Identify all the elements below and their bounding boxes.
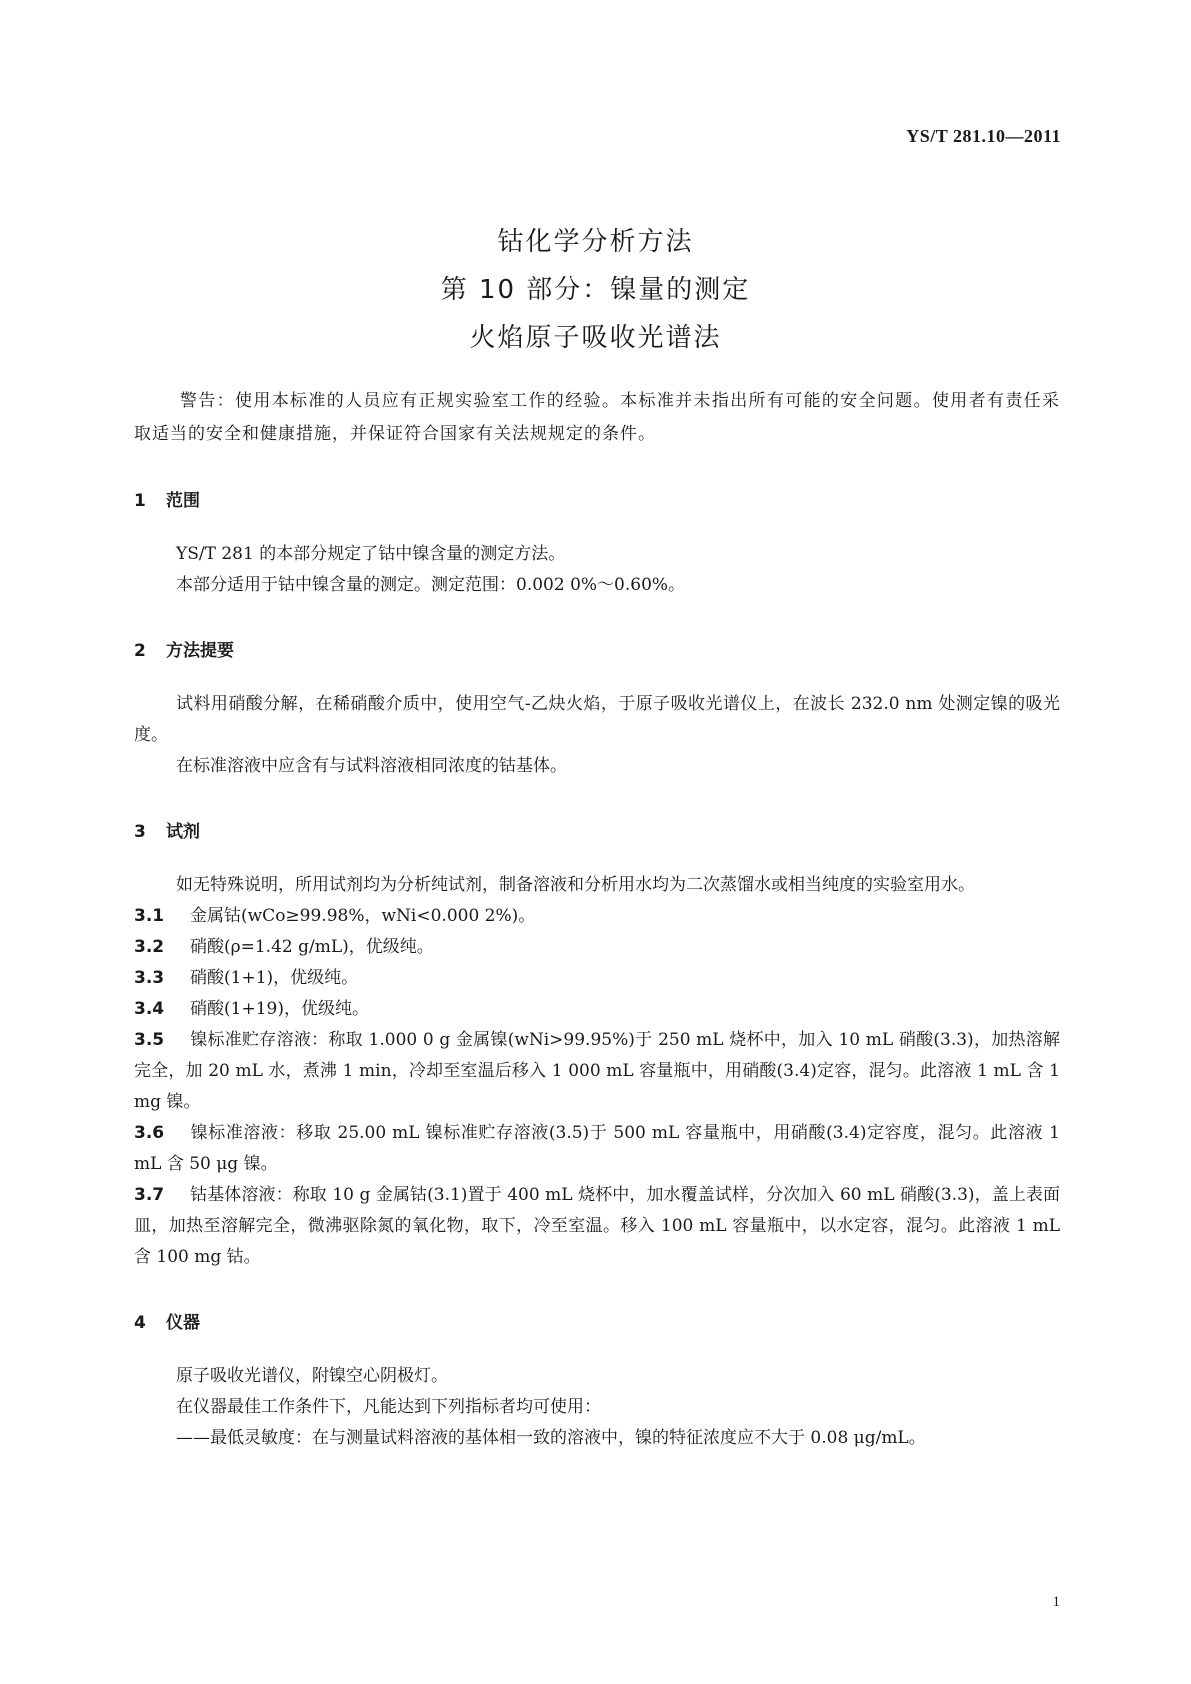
section-title: 方法提要 xyxy=(166,641,234,661)
clause-text: 镍标准贮存溶液：称取 1.000 0 g 金属镍(wNi>99.95%)于 250 mL 烧杯中，加入 10 mL 硝酸(3.3)，加热溶解完全，加 20 mL 水，煮沸 1 min，冷却至室温后移入 1 000 mL 容量瓶中，用硝酸(3.4)定容，混匀。此溶液 1 mL 含 1 mg 镍。 xyxy=(134,1030,1060,1112)
clause-text: 钴基体溶液：称取 10 g 金属钴(3.1)置于 400 mL 烧杯中，加水覆盖试样，分次加入 60 mL 硝酸(3.3)，盖上表面皿，加热至溶解完全，微沸驱除氮的氧化物，取下，冷至室温。移入 100 mL 容量瓶中，以水定容，混匀。此溶液 1 mL 含 100 mg 钴。 xyxy=(134,1185,1060,1267)
clause-text: 硝酸(1+19)，优级纯。 xyxy=(190,999,369,1019)
section-heading-reagents xyxy=(134,816,1060,848)
clause-item xyxy=(134,932,1060,963)
clause-item xyxy=(134,994,1060,1025)
clause-item xyxy=(134,963,1060,994)
standard-code: YS/T 281.10—2011 xyxy=(906,126,1061,146)
title-line-2: 第 10 部分：镍量的测定 xyxy=(440,275,751,305)
section-number: 4 xyxy=(134,1313,146,1333)
clause-text: 镍标准溶液：移取 25.00 mL 镍标准贮存溶液(3.5)于 500 mL 容量瓶中，用硝酸(3.4)定容度，混匀。此溶液 1 mL 含 50 μg 镍。 xyxy=(134,1123,1060,1174)
paragraph: ——最低灵敏度：在与测量试料溶液的基体相一致的溶液中，镍的特征浓度应不大于 0.08 μg/mL。 xyxy=(176,1428,926,1448)
section-heading-principle xyxy=(134,635,1060,667)
paragraph: 本部分适用于钴中镍含量的测定。测定范围：0.002 0%～0.60%。 xyxy=(176,575,686,595)
paragraph: 原子吸收光谱仪，附镍空心阴极灯。 xyxy=(176,1366,448,1386)
document-title xyxy=(0,218,1191,362)
warning-paragraph: 警告：使用本标准的人员应有正规实验室工作的经验。本标准并未指出所有可能的安全问题。使用者有责任采取适当的安全和健康措施，并保证符合国家有关法规规定的条件。 xyxy=(134,391,1060,444)
clause-text: 硝酸(1+1)，优级纯。 xyxy=(190,968,359,988)
title-line-3: 火焰原子吸收光谱法 xyxy=(469,323,722,353)
clause-item xyxy=(134,1180,1060,1273)
paragraph: 如无特殊说明，所用试剂均为分析纯试剂，制备溶液和分析用水均为二次蒸馏水或相当纯度的实验室用水。 xyxy=(176,875,975,895)
document-body xyxy=(134,385,1060,1454)
clause-text: 硝酸(ρ=1.42 g/mL)，优级纯。 xyxy=(190,937,434,957)
clause-text: 金属钴(wCo≥99.98%，wNi<0.000 2%)。 xyxy=(190,906,536,926)
page-number: 1 xyxy=(1052,1594,1060,1610)
section-number: 3 xyxy=(134,822,146,842)
section-title: 范围 xyxy=(166,491,200,511)
section-number: 2 xyxy=(134,641,146,661)
paragraph: 在标准溶液中应含有与试料溶液相同浓度的钴基体。 xyxy=(176,756,567,776)
paragraph: YS/T 281 的本部分规定了钴中镍含量的测定方法。 xyxy=(176,544,566,564)
clause-number: 3.3 xyxy=(134,968,165,988)
clause-number: 3.4 xyxy=(134,999,165,1019)
clause-number: 3.7 xyxy=(134,1185,165,1205)
section-title: 仪器 xyxy=(166,1313,200,1333)
title-line-1: 钴化学分析方法 xyxy=(497,227,694,257)
clause-number: 3.2 xyxy=(134,937,165,957)
clause-item xyxy=(134,1118,1060,1180)
paragraph: 试料用硝酸分解，在稀硝酸介质中，使用空气-乙炔火焰，于原子吸收光谱仪上，在波长 232.0 nm 处测定镍的吸光度。 xyxy=(134,694,1060,745)
clause-item xyxy=(134,901,1060,932)
clause-item xyxy=(134,1025,1060,1118)
clause-number: 3.1 xyxy=(134,906,165,926)
clause-number: 3.5 xyxy=(134,1030,165,1050)
section-heading-apparatus xyxy=(134,1307,1060,1339)
section-title: 试剂 xyxy=(166,822,200,842)
section-number: 1 xyxy=(134,491,146,511)
clause-number: 3.6 xyxy=(134,1123,165,1143)
paragraph: 在仪器最佳工作条件下，凡能达到下列指标者均可使用： xyxy=(176,1397,601,1417)
section-heading-scope xyxy=(134,485,1060,517)
